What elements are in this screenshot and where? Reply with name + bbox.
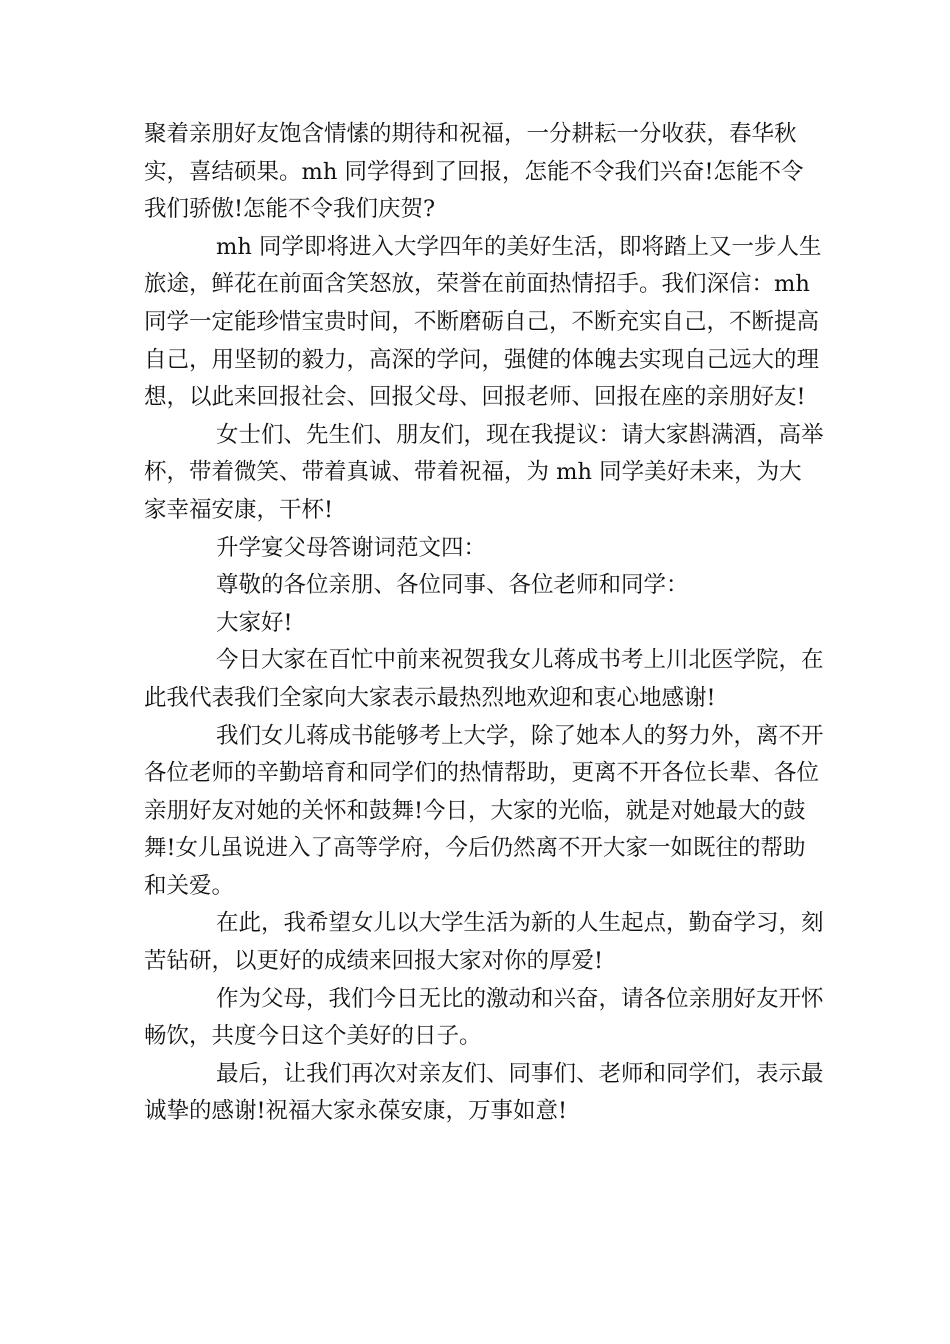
paragraph: 在此，我希望女儿以大学生活为新的人生起点，勤奋学习，刻苦钻研，以更好的成绩来回报大家对你的厚爱! [144, 910, 824, 975]
closing-paragraph: 最后，让我们再次对亲友们、同事们、老师和同学们，表示最诚挚的感谢!祝福大家永葆安康，万事如意! [144, 1060, 824, 1125]
greeting: 大家好! [216, 609, 293, 636]
paragraph: 聚着亲朋好友饱含情愫的期待和祝福，一分耕耘一分收获，春华秋实，喜结硕果。mh 同学得到了回报，怎能不令我们兴奋!怎能不令我们骄傲!怎能不令我们庆贺? [144, 121, 804, 223]
document-body [144, 116, 824, 1131]
paragraph: 作为父母，我们今日无比的激动和兴奋，请各位亲朋好友开怀畅饮，共度今日这个美好的日子。 [144, 985, 824, 1050]
paragraph: 今日大家在百忙中前来祝贺我女儿蒋成书考上川北医学院，在此我代表我们全家向大家表示最热烈地欢迎和衷心地感谢! [144, 647, 824, 711]
section-heading: 升学宴父母答谢词范文四： [216, 534, 487, 561]
paragraph: 女士们、先生们、朋友们，现在我提议：请大家斟满酒，高举杯，带着微笑、带着真诚、带着祝福，为 mh 同学美好未来，为大家幸福安康，干杯! [144, 421, 824, 523]
salutation: 尊敬的各位亲朋、各位同事、各位老师和同学： [216, 572, 689, 599]
paragraph: 我们女儿蒋成书能够考上大学，除了她本人的努力外，离不开各位老师的辛勤培育和同学们的热情帮助，更离不开各位长辈、各位亲朋好友对她的关怀和鼓舞!今日，大家的光临，就是对她最大的鼓舞!女儿虽说进入了高等学府，今后仍然离不开大家一如既往的帮助和关爱。 [144, 722, 824, 899]
paragraph: mh 同学即将进入大学四年的美好生活，即将踏上又一步人生旅途，鲜花在前面含笑怒放，荣誉在前面热情招手。我们深信：mh 同学一定能珍惜宝贵时间，不断磨砺自己，不断充实自己，不断提高自己，用坚韧的毅力，高深的学问，强健的体魄去实现自己远大的理想，以此来回报社会、回报父母、回报老师、回报在座的亲朋好友! [144, 233, 822, 411]
